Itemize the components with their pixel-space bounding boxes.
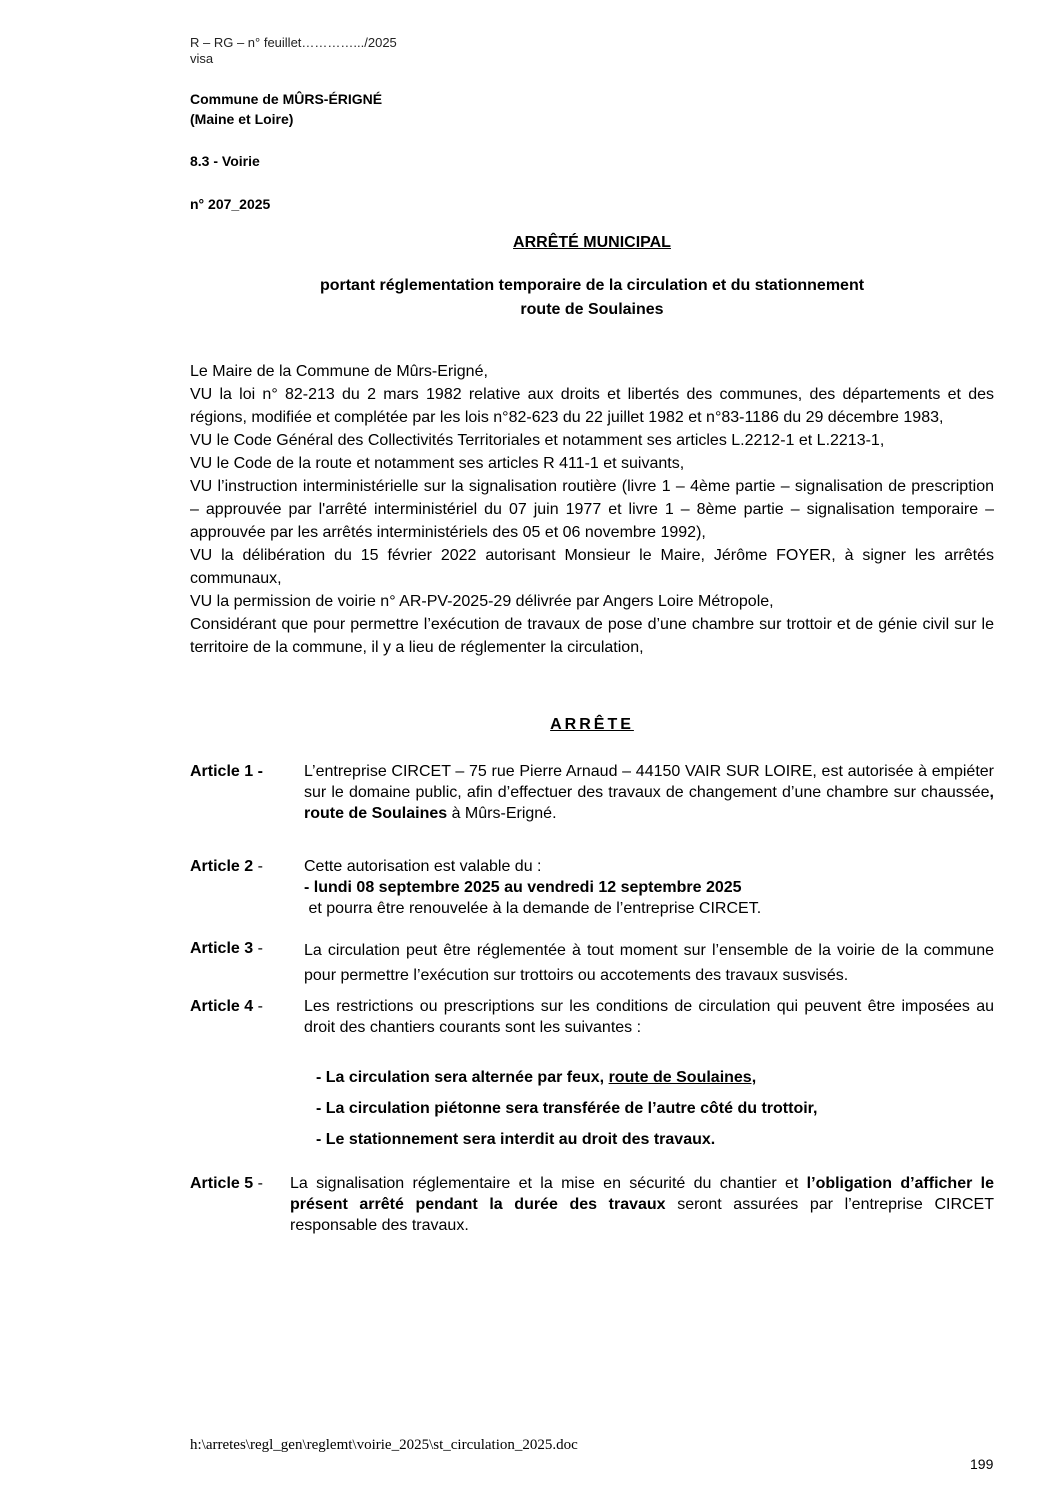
article-3-label bbox=[190, 938, 263, 959]
article-2-label bbox=[190, 856, 263, 877]
preamble-line: Considérant que pour permettre l’exécution de travaux de pose d’une chambre sur trottoir et de génie civil sur le territoire de la commune, il y a lieu de réglementer la circulation, bbox=[190, 616, 994, 656]
article-5-text-part: La signalisation réglementaire et la mise en sécurité du chantier et bbox=[290, 1175, 807, 1192]
article-2-line: Cette autorisation est valable du : bbox=[304, 858, 542, 875]
subtitle-line-2: route de Soulaines bbox=[520, 301, 664, 318]
article-3-dash: - bbox=[253, 940, 263, 957]
article-5-text-part: seront assurées par l’entreprise CIRCET responsable des travaux. bbox=[290, 1196, 994, 1234]
visa-label: visa bbox=[190, 51, 214, 66]
article-2-line: et pourra être renouvelée à la demande de l’entreprise CIRCET. bbox=[304, 900, 762, 917]
decree-number: n° 207_2025 bbox=[190, 196, 271, 212]
article-4-bullet-1 bbox=[316, 1067, 756, 1088]
department-name: (Maine et Loire) bbox=[190, 111, 294, 127]
article-2-dates: - lundi 08 septembre 2025 au vendredi 12 septembre 2025 bbox=[304, 879, 742, 896]
preamble-line: VU le Code Général des Collectivités Territoriales et notamment ses articles L.2212-1 et L.2213-1, bbox=[190, 432, 885, 449]
page-number: 199 bbox=[970, 1456, 994, 1472]
article-1-location: , route de Soulaines bbox=[304, 784, 994, 822]
commune-name: Commune de MÛRS-ÉRIGNÉ bbox=[190, 91, 383, 107]
article-2-dash: - bbox=[253, 858, 263, 875]
article-4-text: Les restrictions ou prescriptions sur les conditions de circulation qui peuvent être imposées au droit des chantiers courants sont les suivantes : bbox=[304, 998, 994, 1036]
article-2-text bbox=[304, 856, 994, 919]
article-2-label-text: Article 2 bbox=[190, 858, 254, 875]
article-4-dash: - bbox=[253, 998, 263, 1015]
article-1-text-part: L’entreprise CIRCET – 75 rue Pierre Arnaud – 44150 VAIR SUR LOIRE, est autorisée à empiéter sur le domaine public, afin d’effectuer des travaux de changement d’une chambre sur chaussée bbox=[304, 763, 994, 801]
preamble bbox=[190, 360, 994, 659]
article-5-text bbox=[290, 1173, 994, 1236]
preamble-line: Le Maire de la Commune de Mûrs-Erigné, bbox=[190, 363, 488, 380]
article-5-label bbox=[190, 1173, 263, 1194]
category-label: 8.3 - Voirie bbox=[190, 153, 260, 169]
article-4-label bbox=[190, 996, 263, 1017]
arrete-heading: ARRÊTE bbox=[550, 716, 634, 733]
preamble-line: VU la délibération du 15 février 2022 autorisant Monsieur le Maire, Jérôme FOYER, à signer les arrêtés communaux, bbox=[190, 547, 994, 587]
article-4-bullet-2: - La circulation piétonne sera transférée de l’autre côté du trottoir, bbox=[316, 1100, 818, 1117]
article-5-label-text: Article 5 bbox=[190, 1175, 254, 1192]
bullet-1-location: route de Soulaines, bbox=[608, 1069, 757, 1086]
subtitle-line-1: portant réglementation temporaire de la circulation et du stationnement bbox=[319, 277, 865, 294]
article-3-text: La circulation peut être réglementée à tout moment sur l’ensemble de la voirie de la commune pour permettre l’exécution sur trottoirs ou accotements des travaux susvisés. bbox=[304, 942, 994, 984]
article-4-label-text: Article 4 bbox=[190, 998, 254, 1015]
document-subtitle bbox=[190, 274, 994, 322]
preamble-line: VU le Code de la route et notamment ses articles R 411-1 et suivants, bbox=[190, 455, 685, 472]
preamble-line: VU la permission de voirie n° AR-PV-2025-29 délivrée par Angers Loire Métropole, bbox=[190, 593, 774, 610]
preamble-line: VU la loi n° 82-213 du 2 mars 1982 relative aux droits et libertés des communes, des départements et des régions, modifiée et complétée par les lois n°82-623 du 22 juillet 1982 et n°83-1186 du 29 décembre 1983, bbox=[190, 386, 994, 426]
reference-line: R – RG – n° feuillet………….../2025 bbox=[190, 35, 397, 50]
article-1-text-part: à Mûrs-Erigné. bbox=[447, 805, 557, 822]
file-path: h:\arretes\regl_gen\reglemt\voirie_2025\st_circulation_2025.doc bbox=[190, 1437, 578, 1453]
bullet-1-text: - La circulation sera alternée par feux, bbox=[316, 1069, 609, 1086]
article-1-label: Article 1 - bbox=[190, 763, 263, 780]
article-5-dash: - bbox=[253, 1175, 263, 1192]
preamble-line: VU l’instruction interministérielle sur la signalisation routière (livre 1 – 4ème partie – signalisation de prescription – approuvée par l'arrêté interministériel du 07 juin 1977 et livre 1 – 8ème partie – signalisation temporaire – approuvée par les arrêtés interministériels des 05 et 06 novembre 1992), bbox=[190, 478, 994, 541]
document-title: ARRÊTÉ MUNICIPAL bbox=[513, 234, 671, 251]
article-4-bullet-3: - Le stationnement sera interdit au droit des travaux. bbox=[316, 1131, 716, 1148]
article-5-obligation: l’obligation d’afficher le présent arrêté pendant la durée des travaux bbox=[290, 1175, 994, 1213]
article-1-text bbox=[304, 761, 994, 824]
article-3-label-text: Article 3 bbox=[190, 940, 254, 957]
